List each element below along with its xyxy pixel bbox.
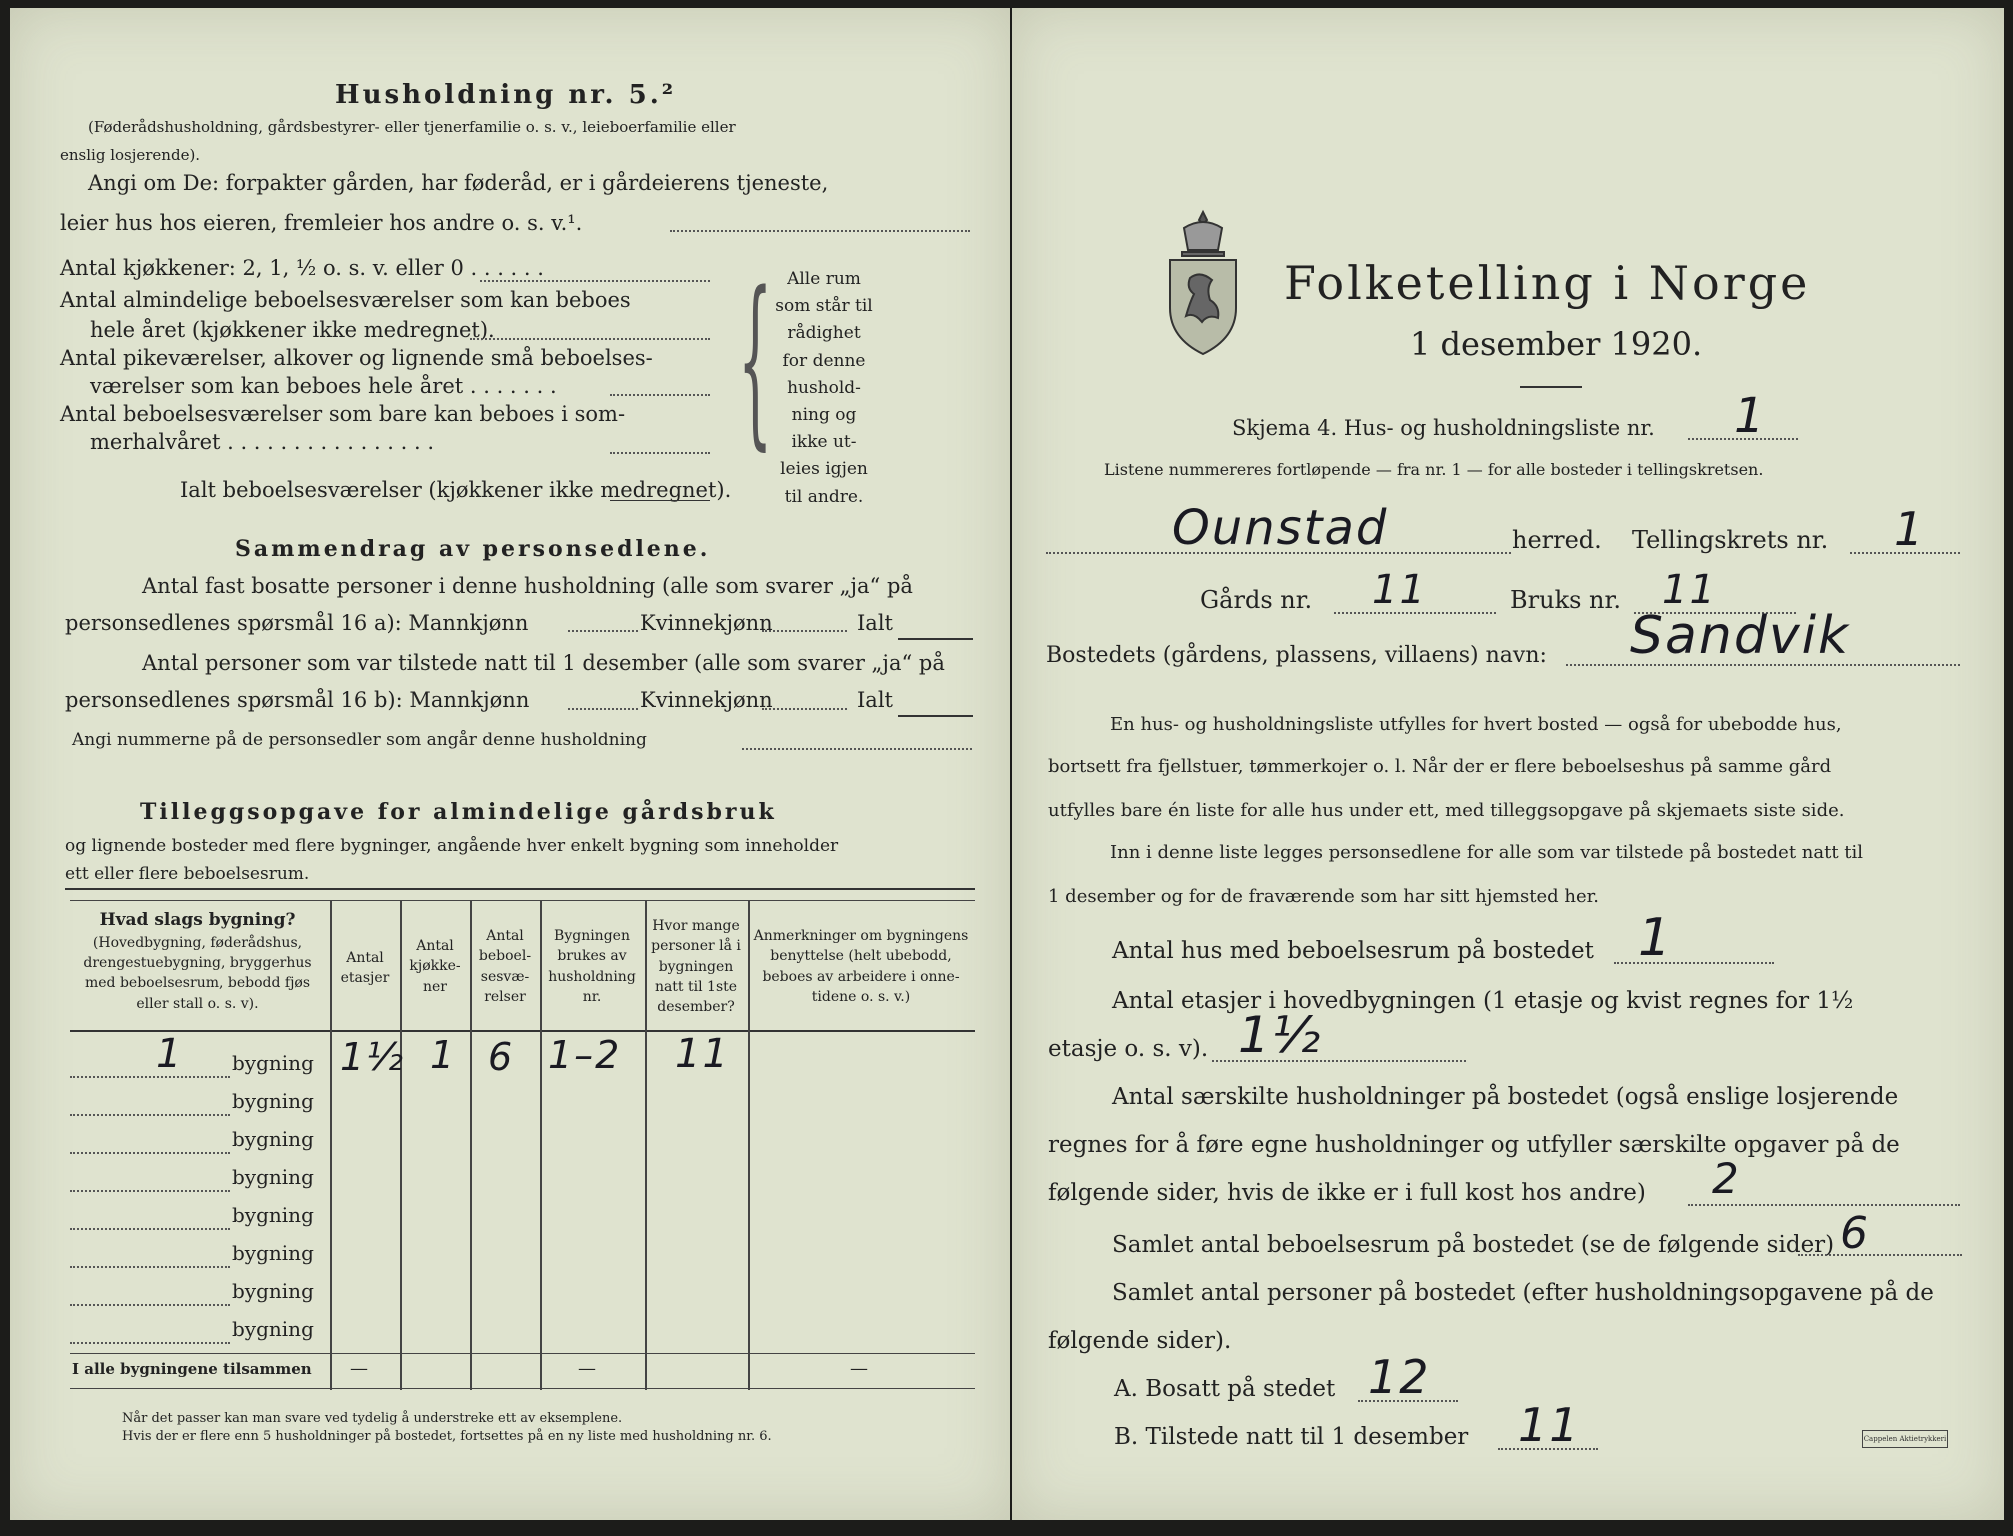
col-divider [645,900,647,1390]
sarsk-line-3: følgende sider, hvis de ikke er i full kost hos andre) [1048,1180,1646,1206]
som-line [610,452,710,454]
gards-value: 11 [1372,567,1427,613]
tilst-mann-line [568,708,638,710]
row-type-line [70,1342,230,1344]
col-type-subtitle: (Hovedbygning, føderådshus, drengestuebygning, bryggerhus med beboelsesrum, bebodd fjøs eller stall o. s. v). [83,934,312,1012]
nummerne-label: Angi nummerne på de personsedler som angår denne husholdning [72,730,647,750]
row-type-line [70,1076,230,1078]
alm-line [470,338,710,340]
row-type-line [70,1190,230,1192]
hus-label: Antal hus med beboelsesrum på bostedet [1112,938,1594,964]
fast-ialt-label: Ialt [857,611,893,635]
footnote-2: Hvis der er flere enn 5 husholdninger på bostedet, fortsettes på en ny liste med husholdning nr. 6. [122,1429,772,1444]
col-divider [540,900,542,1390]
row-label: bygning [232,1127,314,1151]
alm-line-1: Antal almindelige beboelsesværelser som kan beboes [60,288,631,312]
row-type-line [70,1228,230,1230]
col-divider [400,900,402,1390]
tillegg-line-2: ett eller flere beboelsesrum. [65,864,310,884]
col-husholdning-header: Bygningen brukes av husholdning nr. [548,928,636,1005]
row1-husholdning: 1–2 [548,1033,622,1077]
row1-vaerelser: 6 [488,1035,515,1079]
side-brace: { [738,253,773,468]
side-note-line: ikke ut- [791,432,857,453]
col-anm-header: Anmerkninger om bygningens benyttelse (helt ubebodd, beboes av arbeidere i onnetidene o. s. v.) [753,928,969,1005]
right-page [1012,8,2004,1520]
row-type-line [70,1266,230,1268]
angi-line-2: leier hus hos eieren, fremleier hos andre o. s. v.¹. [60,211,583,235]
row-type-line [70,1114,230,1116]
ialt-label: Ialt beboelsesværelser (kjøkkener ikke medregnet). [180,478,732,502]
fast-ialt-line [898,638,973,640]
side-note-line: leies igjen [780,459,868,480]
census-date: 1 desember 1920. [1410,325,1703,363]
side-note-line: som står til [775,296,873,317]
tilstede-label: B. Tilstede natt til 1 desember [1114,1424,1469,1450]
side-note [770,266,878,511]
kjokkener-line [480,280,710,282]
total-dash: — [850,1358,868,1379]
col-kjokkener-header: Antal kjøkkener [409,938,461,995]
samlet-pers-line-1: Samlet antal personer på bostedet (efter husholdningsopgavene på de [1112,1280,1934,1306]
samlet-rum-label: Samlet antal beboelsesrum på bostedet (se de følgende sider) [1112,1232,1835,1258]
col-divider [748,900,750,1390]
col-type-title: Hvad slags bygning? [99,910,296,930]
tilst-ialt-label: Ialt [857,688,893,712]
sarsk-line-2: regnes for å føre egne husholdninger og utfyller særskilte opgaver på de [1048,1132,1900,1158]
tilst-line-2: personsedlenes spørsmål 16 b): Mannkjønn [65,688,530,712]
row-label: bygning [232,1203,314,1227]
instruction-5: 1 desember og for de fraværende som har sitt hjemsted her. [1048,886,1599,907]
side-note-line: ning og [791,404,857,425]
row1-type: 1 [156,1031,184,1077]
etasjer-line-2: etasje o. s. v). [1048,1036,1209,1062]
tilstede-value: 11 [1518,1398,1581,1452]
ialt-line [610,500,710,501]
total-label: I alle bygningene tilsammen [72,1360,312,1378]
side-note-line: rådighet [787,323,861,344]
herred-label: herred. [1512,526,1602,554]
col-divider [330,900,332,1390]
samlet-rum-value: 6 [1840,1208,1870,1259]
side-note-line: til andre. [784,486,864,507]
sarsk-line [1688,1204,1960,1206]
bosted-value: Sandvik [1630,606,1851,666]
tilst-kvinne-label: Kvinnekjønn [640,688,773,712]
side-note-line: for denne [782,350,866,371]
row1-kjokkener: 1 [430,1033,457,1077]
coat-of-arms-icon [1160,208,1246,360]
row-label: bygning [232,1165,314,1189]
household-intro-2: enslig losjerende). [60,146,201,164]
title-rule [1520,386,1582,388]
tillegg-rule [65,888,975,890]
tilst-kvinne-line [762,708,847,710]
instruction-4: Inn i denne liste legges personsedlene for alle som var tilstede på bostedet natt til [1110,842,1864,863]
instruction-1: En hus- og husholdningsliste utfylles for hvert bosted — også for ubebodde hus, [1110,714,1842,735]
sarsk-line-1: Antal særskilte husholdninger på bostedet (også enslige losjerende [1112,1084,1899,1110]
bosatt-label: A. Bosatt på stedet [1114,1376,1336,1402]
kjokkener-label: Antal kjøkkener: 2, 1, ½ o. s. v. eller 0 . . . . . . [60,256,544,280]
fast-line-1: Antal fast bosatte personer i denne husholdning (alle som svarer „ja“ på [142,574,913,598]
total-top-rule [70,1353,975,1354]
fast-kvinne-line [762,630,847,632]
angi-line-1: Angi om De: forpakter gården, har føderåd, er i gårdeierens tjeneste, [88,171,829,195]
etasjer-value: 1½ [1238,1006,1323,1064]
row1-etasjer: 1½ [340,1035,406,1079]
angi-answer-line [670,230,970,232]
tillegg-title: Tilleggsopgave for almindelige gårdsbruk [140,799,777,825]
fast-mann-line [568,630,638,632]
row-type-line [70,1152,230,1154]
footnote-1: Når det passer kan man svare ved tydelig å understreke ett av eksemplene. [122,1411,623,1426]
skjema-label: Skjema 4. Hus- og husholdningsliste nr. [1232,416,1655,440]
tillegg-line-1: og lignende bosteder med flere bygninger, angående hver enkelt bygning som inneholder [65,836,839,856]
header-bottom-rule [70,1030,975,1032]
som-line-1: Antal beboelsesværelser som bare kan beboes i som- [60,402,626,426]
left-page [10,8,1010,1520]
fast-kvinne-label: Kvinnekjønn [640,611,773,635]
side-note-line: Alle rum [787,269,861,289]
row-label: bygning [232,1051,314,1075]
pike-line [610,394,710,396]
bruks-value: 11 [1662,567,1717,613]
printer-stamp: Cappelen Aktietrykkeri [1862,1430,1948,1448]
census-title: Folketelling i Norge [1284,256,1811,310]
pike-line-1: Antal pikeværelser, alkover og lignende små beboelses- [60,346,653,370]
etasjer-line-1: Antal etasjer i hovedbygningen (1 etasje og kvist regnes for 1½ [1112,988,1854,1014]
instruction-3: utfylles bare én liste for alle hus under ett, med tilleggsopgave på skjemaets siste side. [1048,800,1845,821]
row1-personer: 11 [675,1031,730,1077]
sarsk-value: 2 [1712,1154,1741,1203]
row-type-line [70,1304,230,1306]
bosatt-value: 12 [1368,1350,1431,1404]
som-line-2: merhalvåret . . . . . . . . . . . . . . . . [90,430,435,454]
col-etasjer-header: Antal etasjer [340,950,390,987]
bruks-label: Bruks nr. [1510,586,1621,614]
row-label: bygning [232,1241,314,1265]
listene-note: Listene nummereres fortløpende — fra nr. 1 — for alle bosteder i tellingskretsen. [1104,460,1764,479]
table-top-rule [70,900,975,901]
tilst-ialt-line [898,715,973,717]
skjema-value: 1 [1734,388,1767,444]
samlet-rum-line [1798,1254,1962,1256]
instruction-2: bortsett fra fjellstuer, tømmerkojer o. l. Når der er flere beboelseshus på samme gård [1048,756,1832,777]
col-vaerelser-header: Antal beboelsesværelser [478,928,532,1005]
row-label: bygning [232,1317,314,1341]
fast-line-2: personsedlenes spørsmål 16 a): Mannkjønn [65,611,529,635]
row-label: bygning [232,1279,314,1303]
nummerne-line [742,748,972,750]
col-type-header [70,908,325,1014]
total-dash: — [350,1358,368,1379]
total-dash: — [578,1358,596,1379]
row-label: bygning [232,1089,314,1113]
alm-line-2: hele året (kjøkkener ikke medregnet). [90,318,495,342]
gards-label: Gårds nr. [1200,586,1313,614]
samlet-pers-line-2: følgende sider). [1048,1328,1232,1354]
household-title: Husholdning nr. 5.² [335,80,677,110]
tellingskrets-label: Tellingskrets nr. [1632,526,1829,554]
herred-value: Ounstad [1172,500,1389,556]
sammendrag-title: Sammendrag av personsedlene. [235,536,711,562]
tilst-line-1: Antal personer som var tilstede natt til 1 desember (alle som svarer „ja“ på [142,651,945,675]
bosted-label: Bostedets (gårdens, plassens, villaens) navn: [1046,643,1547,668]
col-personer-header: Hvor mange personer lå i bygningen natt til 1ste desember? [651,918,741,1016]
hus-value: 1 [1638,908,1674,968]
table-bottom-rule [70,1388,975,1389]
col-divider [470,900,472,1390]
pike-line-2: værelser som kan beboes hele året . . . . . . . [90,374,557,398]
household-intro-1: (Føderådshusholdning, gårdsbestyrer- eller tjenerfamilie o. s. v., leieboerfamilie eller [88,118,736,136]
tellingskrets-value: 1 [1894,502,1926,556]
side-note-line: hushold- [787,377,861,398]
